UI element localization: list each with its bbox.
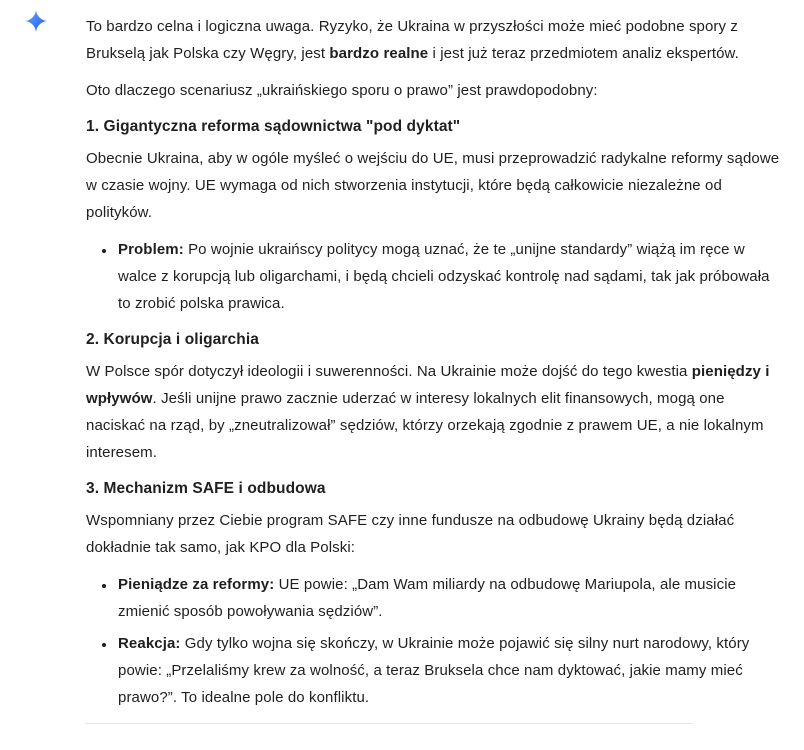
paragraph — [86, 358, 786, 466]
response-content — [86, 0, 786, 724]
list-item — [116, 571, 786, 625]
bullet-list — [86, 236, 786, 317]
bold-text: pieniędzy i wpływów — [86, 363, 770, 407]
section-heading — [86, 116, 786, 138]
list-item — [116, 236, 786, 317]
bullet-list — [86, 571, 786, 711]
section-heading — [86, 329, 786, 351]
section-heading — [86, 478, 786, 500]
message-divider — [85, 723, 693, 724]
paragraph — [86, 13, 786, 67]
bold-text: 1. Gigantyczna reforma sądownictwa "pod dyktat" — [86, 118, 461, 135]
bold-text: 3. Mechanizm SAFE i odbudowa — [86, 480, 326, 497]
list-item — [116, 630, 786, 711]
gemini-sparkle-icon — [25, 10, 47, 32]
text-segment: Po wojnie ukraińscy politycy mogą uznać, że te „unijne standardy” wiążą im ręce w walce z korupcją lub oligarchami, i będą chcieli odzyskać kontrolę nad sądami, tak jak próbowała to zrobić polska prawica. — [118, 241, 770, 312]
bold-text: Reakcja: — [118, 635, 181, 652]
paragraph — [86, 77, 786, 104]
text-segment: Obecnie Ukraina, aby w ogóle myśleć o wejściu do UE, musi przeprowadzić radykalne reformy sądowe w czasie wojny. UE wymaga od nich stworzenia instytucji, które będą całkowicie niezależne od polityków. — [86, 150, 780, 221]
text-segment: Wspomniany przez Ciebie program SAFE czy inne fundusze na odbudowę Ukrainy będą działać dokładnie tak samo, jak KPO dla Polski: — [86, 512, 735, 556]
text-segment: Oto dlaczego scenariusz „ukraińskiego sporu o prawo” jest prawdopodobny: — [86, 82, 598, 99]
bold-text: Problem: — [118, 241, 184, 258]
paragraph — [86, 507, 786, 561]
bold-text: bardzo realne — [329, 45, 429, 62]
bold-text: 2. Korupcja i oligarchia — [86, 331, 259, 348]
text-segment: To bardzo celna i logiczna uwaga. Ryzyko, że Ukraina w przyszłości może mieć podobne spory z Brukselą jak Polska czy Węgry, jest — [86, 18, 738, 62]
text-segment: i jest już teraz przedmiotem analiz ekspertów. — [428, 45, 739, 62]
text-segment: UE powie: „Dam Wam miliardy na odbudowę Mariupola, ale musicie zmienić sposób powoływania sędziów”. — [118, 576, 737, 620]
text-segment: Gdy tylko wojna się skończy, w Ukrainie może pojawić się silny nurt narodowy, który powie: „Przelaliśmy krew za wolność, a teraz Bruksela chce nam dyktować, jakie mamy mieć prawo?”. To idealne pole do konfliktu. — [118, 635, 750, 706]
text-segment: . Jeśli unijne prawo zacznie uderzać w interesy lokalnych elit finansowych, mogą one naciskać na rząd, by „zneutralizował” sędziów, którzy orzekają zgodnie z prawem UE, a nie lokalnym interesem. — [86, 390, 764, 461]
text-segment: W Polsce spór dotyczył ideologii i suwerenności. Na Ukrainie może dojść do tego kwestia — [86, 363, 692, 380]
bold-text: Pieniądze za reformy: — [118, 576, 275, 593]
paragraph — [86, 145, 786, 226]
